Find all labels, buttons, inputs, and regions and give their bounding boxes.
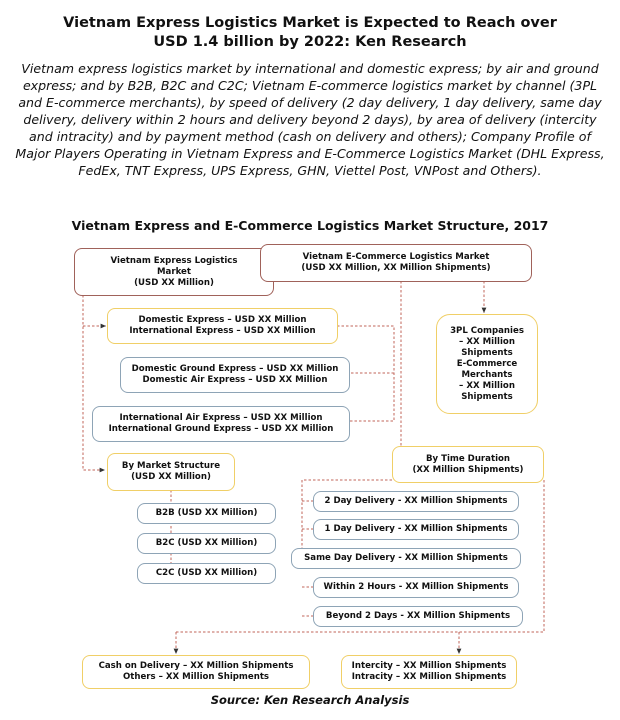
diagram-title: Vietnam Express and E-Commerce Logistics Market Structure, 2017	[71, 218, 549, 233]
connector-express-spine	[83, 295, 105, 470]
channel-merchant-unit: Shipments	[461, 391, 513, 402]
express-market-box	[74, 248, 274, 296]
intercity-text: Intercity – XX Million Shipments	[351, 661, 507, 671]
report-subtitle: Vietnam express logistics market by international and domestic express; by air and ground express; and by B2B, B2C and C2C; Vietnam E-commerce logistics market by channel (3PL and E-commerce merchants), by speed of delivery (2 day delivery, 1 day delivery, same day delivery, delivery within 2 hours and delivery beyond 2 days), by area of delivery (intercity and intracity) and by payment method (cash on delivery and others); Company Profile of Major Players Operating in Vietnam Express and E-Commerce Logistics Market (DHL Express, FedEx, TNT Express, UPS Express, GHN, Viettel Post, VNPost and Others).	[15, 61, 605, 178]
channel-3pl-value: – XX Million	[459, 336, 515, 347]
domestic-modes-box	[120, 357, 350, 393]
delivery-sameday-text: Same Day Delivery - XX Million Shipments	[304, 553, 508, 563]
delivery-2day-box	[313, 491, 519, 512]
b2b-box	[137, 503, 276, 524]
channel-merchant-label-2: Merchants	[461, 369, 513, 380]
payment-others-text: Others – XX Million Shipments	[122, 672, 270, 682]
connector-ecom-spine	[392, 281, 401, 463]
international-air-text: International Air Express – USD XX Million	[119, 413, 323, 423]
market-structure-label: By Market Structure	[121, 461, 221, 471]
delivery-2hours-box	[313, 577, 519, 598]
international-ground-text: International Ground Express – USD XX Million	[108, 424, 334, 434]
source-note: Source: Ken Research Analysis	[210, 693, 410, 707]
channels-box	[436, 314, 538, 414]
domestic-ground-text: Domestic Ground Express – USD XX Million	[131, 364, 339, 374]
international-modes-box	[92, 406, 350, 442]
delivery-sameday-box	[291, 548, 521, 569]
delivery-beyond-text: Beyond 2 Days - XX Million Shipments	[325, 611, 511, 621]
market-structure-value: (USD XX Million)	[131, 472, 211, 482]
international-express-text: International Express – USD XX Million	[129, 326, 316, 336]
cash-on-delivery-text: Cash on Delivery – XX Million Shipments	[98, 661, 294, 671]
ecommerce-market-box	[260, 244, 532, 282]
delivery-2hours-text: Within 2 Hours - XX Million Shipments	[323, 582, 509, 592]
time-duration-value: (XX Million Shipments)	[412, 464, 524, 475]
delivery-1day-text: 1 Day Delivery - XX Million Shipments	[324, 524, 508, 534]
market-structure-box	[107, 453, 235, 491]
c2c-text: C2C (USD XX Million)	[155, 568, 258, 578]
express-market-line-1: Vietnam Express Logistics	[110, 255, 238, 266]
title-line-1: Vietnam Express Logistics Market is Expected to Reach over	[63, 15, 557, 31]
delivery-beyond-box	[313, 606, 523, 627]
ecommerce-market-line-2: (USD XX Million, XX Million Shipments)	[301, 263, 491, 273]
b2b-text: B2B (USD XX Million)	[155, 508, 258, 518]
area-of-delivery-box	[341, 655, 517, 689]
payment-method-box	[82, 655, 310, 689]
b2c-text: B2C (USD XX Million)	[155, 538, 258, 548]
channel-3pl-unit: Shipments	[461, 347, 513, 358]
title-line-2: USD 1.4 billion by 2022: Ken Research	[153, 34, 467, 50]
time-duration-label: By Time Duration	[425, 453, 511, 464]
channel-merchant-value: – XX Million	[459, 380, 515, 391]
express-market-line-3: (USD XX Million)	[134, 277, 214, 288]
express-market-line-2: Market	[156, 266, 191, 277]
domestic-international-box	[107, 308, 338, 344]
ecommerce-market-line-1: Vietnam E-Commerce Logistics Market	[302, 252, 490, 262]
domestic-express-text: Domestic Express – USD XX Million	[138, 315, 307, 325]
channel-merchant-label-1: E-Commerce	[456, 358, 518, 369]
intracity-text: Intracity – XX Million Shipments	[351, 672, 507, 682]
c2c-box	[137, 563, 276, 584]
domestic-air-text: Domestic Air Express – USD XX Million	[142, 375, 328, 385]
time-duration-box	[392, 446, 544, 483]
delivery-1day-box	[313, 519, 519, 540]
channel-3pl-label: 3PL Companies	[450, 325, 524, 336]
b2c-box	[137, 533, 276, 554]
delivery-2day-text: 2 Day Delivery - XX Million Shipments	[324, 496, 508, 506]
